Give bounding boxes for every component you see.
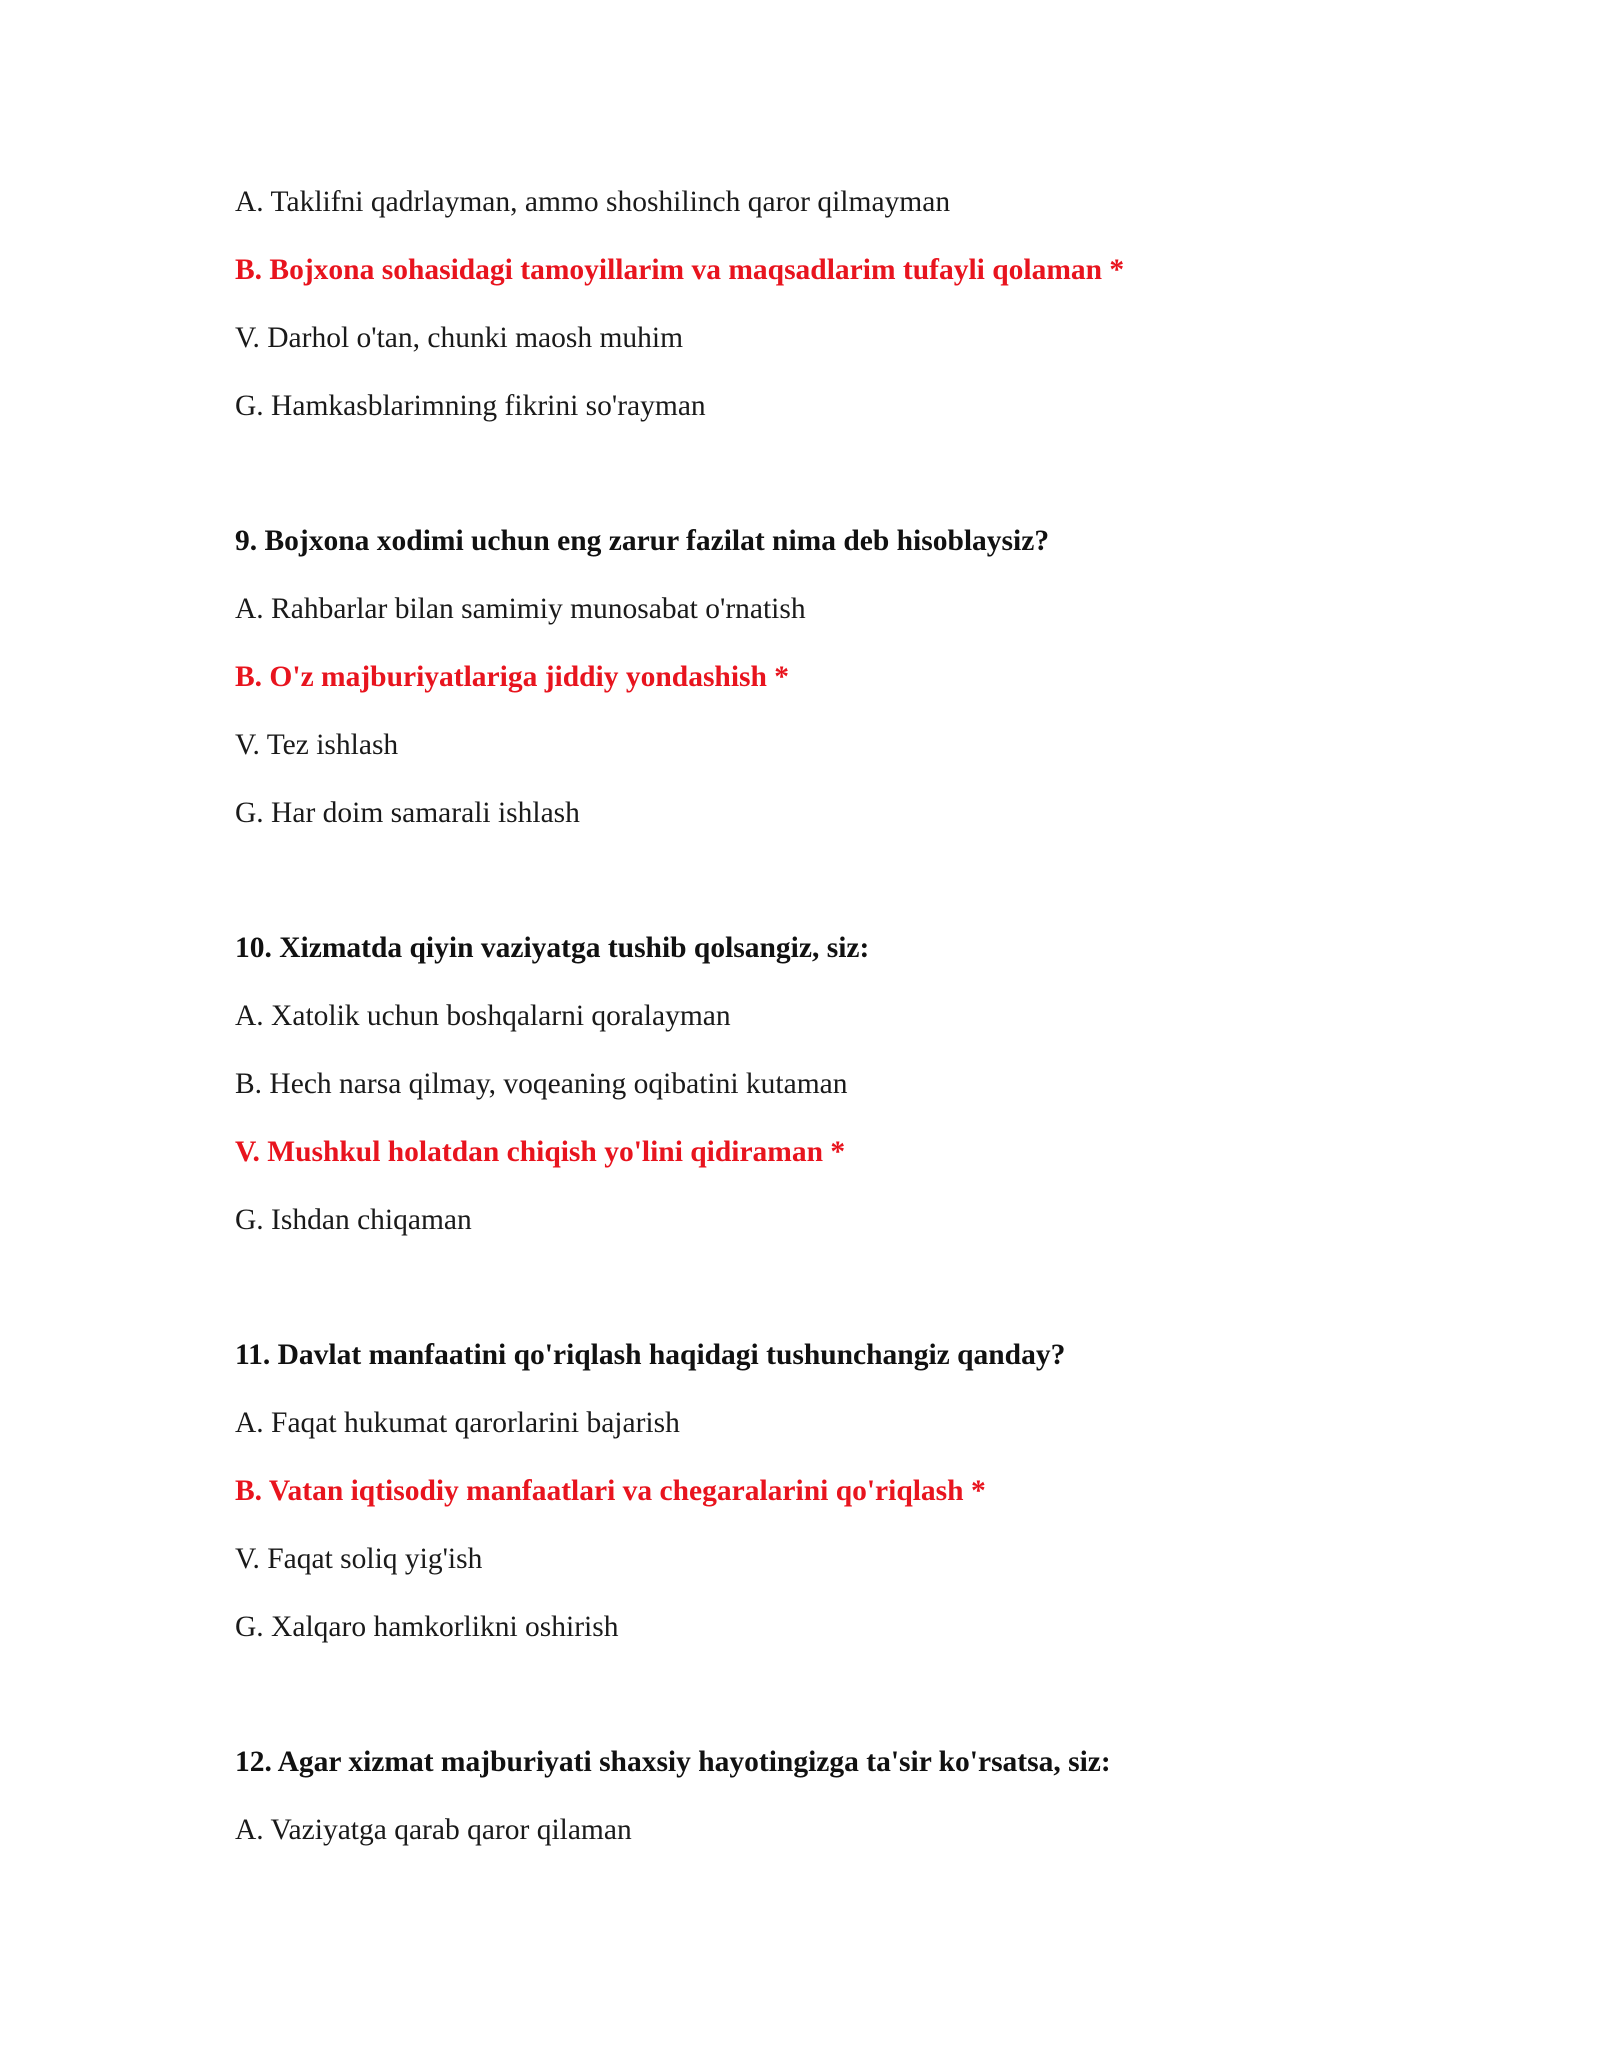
answer-option: G. Har doim samarali ishlash (235, 797, 580, 829)
answer-option: V. Darhol o'tan, chunki maosh muhim (235, 322, 684, 354)
correct-answer-option: V. Mushkul holatdan chiqish yo'lini qidiraman * (235, 1136, 846, 1168)
correct-answer-option: B. O'z majburiyatlariga jiddiy yondashish * (235, 661, 790, 693)
correct-answer-option: B. Vatan iqtisodiy manfaatlari va chegaralarini qo'riqlash * (235, 1475, 986, 1507)
correct-answer-option: B. Bojxona sohasidagi tamoyillarim va maqsadlarim tufayli qolaman * (235, 254, 1125, 286)
quiz-page (235, 185, 1435, 1881)
answer-option: A. Rahbarlar bilan samimiy munosabat o'rnatish (235, 593, 806, 625)
question-text: 11. Davlat manfaatini qo'riqlash haqidagi tushunchangiz qanday? (235, 1339, 1066, 1371)
question-block (235, 185, 1435, 423)
answer-option: G. Ishdan chiqaman (235, 1204, 472, 1236)
question-block (235, 1745, 1435, 1847)
answer-option: A. Xatolik uchun boshqalarni qoralayman (235, 1000, 731, 1032)
answer-option: A. Taklifni qadrlayman, ammo shoshilinch qaror qilmayman (235, 186, 951, 218)
answer-option: V. Faqat soliq yig'ish (235, 1543, 483, 1575)
question-text: 10. Xizmatda qiyin vaziyatga tushib qolsangiz, siz: (235, 932, 870, 964)
question-block (235, 931, 1435, 1237)
question-text: 12. Agar xizmat majburiyati shaxsiy hayotingizga ta'sir ko'rsatsa, siz: (235, 1746, 1111, 1778)
answer-option: A. Vaziyatga qarab qaror qilaman (235, 1814, 632, 1846)
answer-option: V. Tez ishlash (235, 729, 399, 761)
answer-option: B. Hech narsa qilmay, voqeaning oqibatini kutaman (235, 1068, 848, 1100)
question-block (235, 524, 1435, 830)
question-block (235, 1338, 1435, 1644)
question-text: 9. Bojxona xodimi uchun eng zarur fazilat nima deb hisoblaysiz? (235, 525, 1050, 557)
answer-option: G. Xalqaro hamkorlikni oshirish (235, 1611, 619, 1643)
answer-option: G. Hamkasblarimning fikrini so'rayman (235, 390, 706, 422)
answer-option: A. Faqat hukumat qarorlarini bajarish (235, 1407, 680, 1439)
